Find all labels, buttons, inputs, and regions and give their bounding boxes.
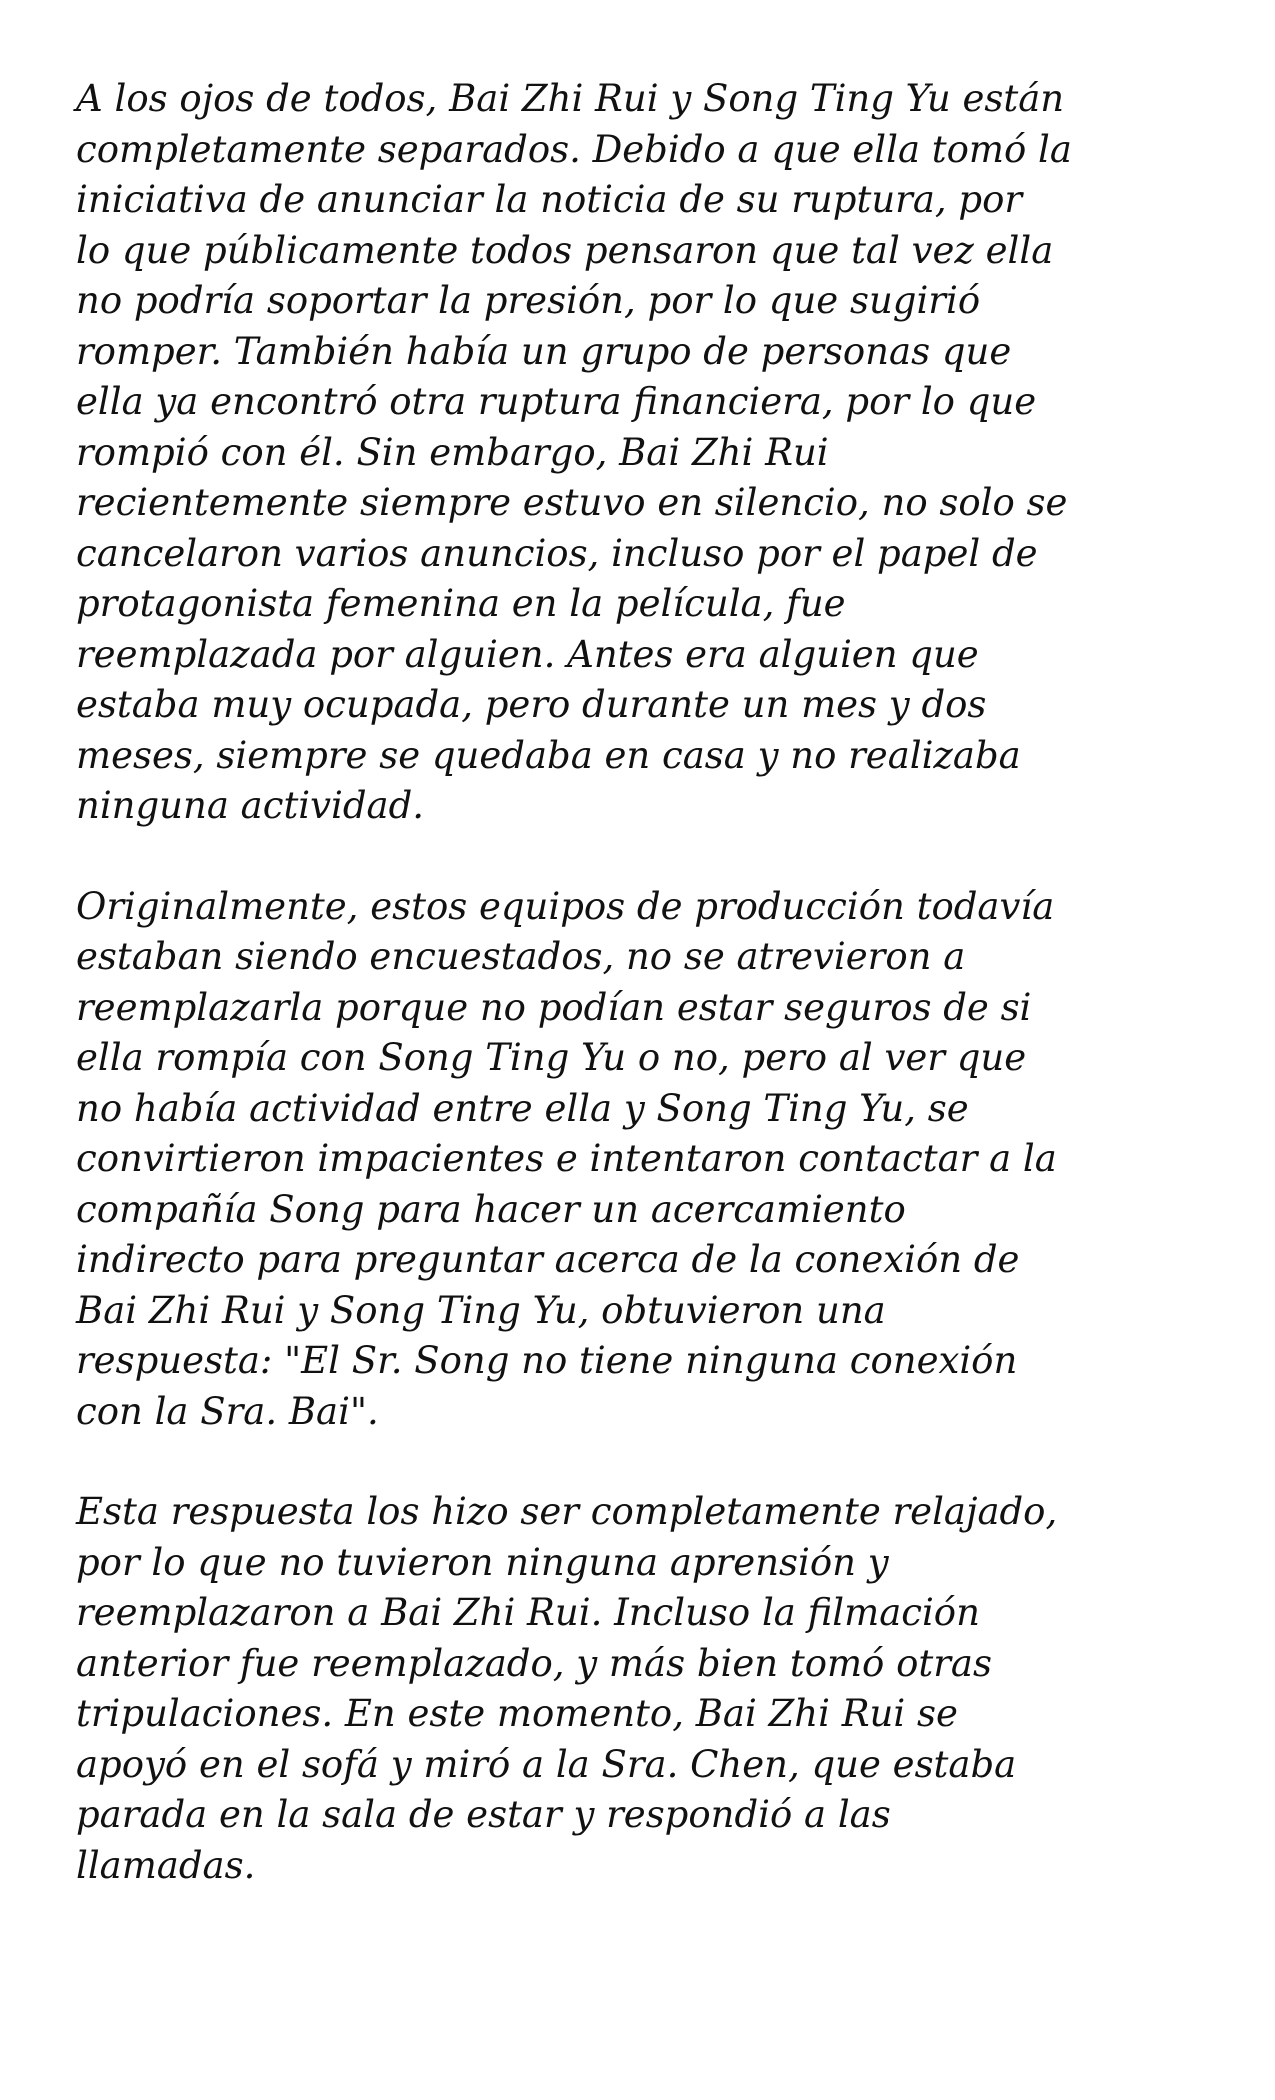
text-line: respuesta: "El Sr. Song no tiene ninguna conexión	[76, 1339, 1018, 1382]
text-line: cancelaron varios anuncios, incluso por el papel de	[76, 531, 1038, 575]
document-page	[76, 74, 1226, 1941]
text-line: Bai Zhi Rui y Song Ting Yu, obtuvieron una	[76, 1288, 886, 1332]
text-line: reemplazaron a Bai Zhi Rui. Incluso la filmación	[76, 1591, 980, 1634]
text-line: ella ya encontró otra ruptura financiera, por lo que	[76, 380, 1037, 423]
text-line: Esta respuesta los hizo ser completamente relajado,	[76, 1490, 1058, 1533]
text-line: completamente separados. Debido a que ella tomó la	[76, 127, 1072, 171]
paragraph-3	[76, 1487, 1226, 1891]
text-line: ella rompía con Song Ting Yu o no, pero al ver que	[76, 1036, 1027, 1079]
text-line: rompió con él. Sin embargo, Bai Zhi Rui	[76, 430, 829, 474]
text-line: recientemente siempre estuvo en silencio, no solo se	[76, 481, 1068, 524]
text-line: ninguna actividad.	[76, 784, 425, 827]
text-line: no había actividad entre ella y Song Ting Yu, se	[76, 1086, 969, 1130]
text-line: llamadas.	[76, 1843, 256, 1887]
text-line: reemplazarla porque no podían estar seguros de si	[76, 985, 1032, 1029]
text-line: Originalmente, estos equipos de producción todavía	[76, 884, 1055, 928]
text-line: estaba muy ocupada, pero durante un mes y dos	[76, 683, 987, 726]
text-line: parada en la sala de estar y respondió a las	[76, 1793, 891, 1836]
text-line: anterior fue reemplazado, y más bien tomó otras	[76, 1641, 992, 1685]
text-line: lo que públicamente todos pensaron que tal vez ella	[76, 228, 1054, 272]
text-line: tripulaciones. En este momento, Bai Zhi Rui se	[76, 1692, 958, 1735]
text-line: iniciativa de anunciar la noticia de su ruptura, por	[76, 178, 1023, 221]
text-line: por lo que no tuvieron ninguna aprensión y	[76, 1540, 889, 1584]
text-line: compañía Song para hacer un acercamiento	[76, 1187, 906, 1231]
text-line: romper. También había un grupo de personas que	[76, 329, 1012, 373]
text-line: reemplazada por alguien. Antes era alguien que	[76, 632, 979, 676]
text-line: meses, siempre se quedaba en casa y no realizaba	[76, 733, 1021, 777]
text-line: A los ojos de todos, Bai Zhi Rui y Song Ting Yu están	[76, 77, 1065, 120]
text-line: estaban siendo encuestados, no se atrevieron a	[76, 935, 966, 978]
paragraph-1	[76, 74, 1226, 832]
text-line: apoyó en el sofá y miró a la Sra. Chen, que estaba	[76, 1742, 1017, 1786]
text-line: indirecto para preguntar acerca de la conexión de	[76, 1238, 1020, 1281]
paragraph-2	[76, 882, 1226, 1438]
text-line: protagonista femenina en la película, fue	[76, 582, 846, 625]
text-line: no podría soportar la presión, por lo que sugirió	[76, 279, 981, 322]
text-line: con la Sra. Bai".	[76, 1389, 379, 1433]
text-line: convirtieron impacientes e intentaron contactar a la	[76, 1137, 1057, 1180]
